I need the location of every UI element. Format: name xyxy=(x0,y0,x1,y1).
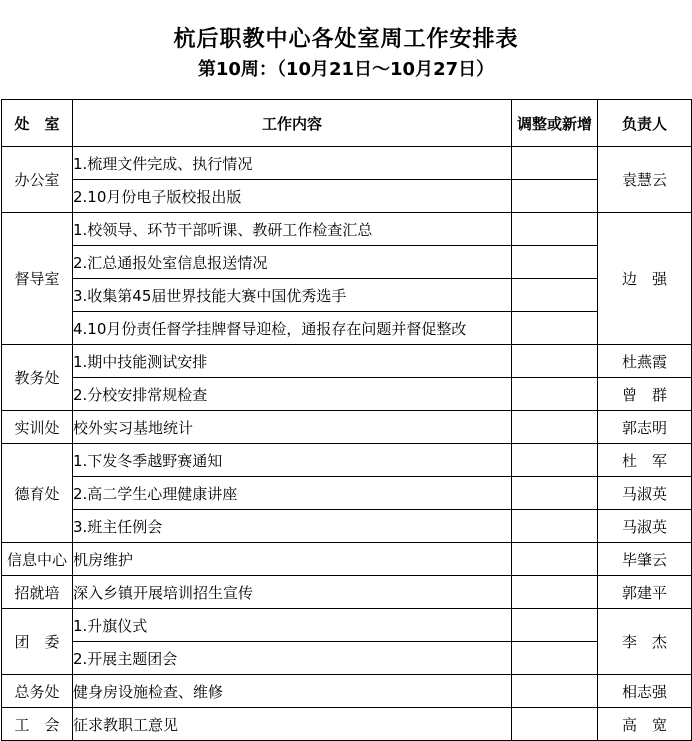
adjust-cell xyxy=(512,543,598,576)
task-cell: 1.升旗仪式 xyxy=(73,609,512,642)
column-header-adjust: 调整或新增 xyxy=(512,100,598,147)
task-cell: 4.10月份责任督学挂牌督导迎检，通报存在问题并督促整改 xyxy=(73,312,512,345)
task-cell: 深入乡镇开展培训招生宣传 xyxy=(73,576,512,609)
owner-cell: 曾 群 xyxy=(598,378,692,411)
table-row xyxy=(2,378,692,411)
task-cell: 校外实习基地统计 xyxy=(73,411,512,444)
adjust-cell xyxy=(512,213,598,246)
task-cell: 2.10月份电子版校报出版 xyxy=(73,180,512,213)
adjust-cell xyxy=(512,411,598,444)
adjust-cell xyxy=(512,708,598,741)
adjust-cell xyxy=(512,444,598,477)
task-cell: 征求教职工意见 xyxy=(73,708,512,741)
adjust-cell xyxy=(512,609,598,642)
table-row xyxy=(2,543,692,576)
table-row xyxy=(2,477,692,510)
owner-cell: 郭志明 xyxy=(598,411,692,444)
column-header-content: 工作内容 xyxy=(73,100,512,147)
adjust-cell xyxy=(512,147,598,180)
table-row xyxy=(2,180,692,213)
owner-cell: 袁慧云 xyxy=(598,147,692,213)
adjust-cell xyxy=(512,279,598,312)
task-cell: 3.收集第45届世界技能大赛中国优秀选手 xyxy=(73,279,512,312)
header-row xyxy=(2,100,692,147)
dept-cell: 督导室 xyxy=(2,213,73,345)
owner-cell: 毕肇云 xyxy=(598,543,692,576)
schedule-table xyxy=(1,99,692,741)
title-area xyxy=(0,0,692,99)
task-cell: 1.梳理文件完成、执行情况 xyxy=(73,147,512,180)
schedule-body xyxy=(2,147,692,741)
table-row xyxy=(2,708,692,741)
table-row xyxy=(2,147,692,180)
dept-cell: 实训处 xyxy=(2,411,73,444)
dept-cell: 信息中心 xyxy=(2,543,73,576)
task-cell: 机房维护 xyxy=(73,543,512,576)
adjust-cell xyxy=(512,345,598,378)
dept-cell: 办公室 xyxy=(2,147,73,213)
owner-cell: 杜 军 xyxy=(598,444,692,477)
dept-cell: 总务处 xyxy=(2,675,73,708)
dept-cell: 教务处 xyxy=(2,345,73,411)
table-row xyxy=(2,246,692,279)
adjust-cell xyxy=(512,312,598,345)
task-cell: 3.班主任例会 xyxy=(73,510,512,543)
adjust-cell xyxy=(512,510,598,543)
adjust-cell xyxy=(512,180,598,213)
task-cell: 2.汇总通报处室信息报送情况 xyxy=(73,246,512,279)
task-cell: 2.高二学生心理健康讲座 xyxy=(73,477,512,510)
table-row xyxy=(2,609,692,642)
adjust-cell xyxy=(512,675,598,708)
task-cell: 2.开展主题团会 xyxy=(73,642,512,675)
owner-cell: 相志强 xyxy=(598,675,692,708)
task-cell: 2.分校安排常规检查 xyxy=(73,378,512,411)
dept-cell: 工 会 xyxy=(2,708,73,741)
adjust-cell xyxy=(512,576,598,609)
table-row xyxy=(2,345,692,378)
owner-cell: 边 强 xyxy=(598,213,692,345)
page-title: 杭后职教中心各处室周工作安排表 xyxy=(173,27,519,52)
adjust-cell xyxy=(512,378,598,411)
table-row xyxy=(2,411,692,444)
task-cell: 1.下发冬季越野赛通知 xyxy=(73,444,512,477)
table-row xyxy=(2,213,692,246)
owner-cell: 杜燕霞 xyxy=(598,345,692,378)
task-cell: 1.期中技能测试安排 xyxy=(73,345,512,378)
table-row xyxy=(2,279,692,312)
owner-cell: 高 宽 xyxy=(598,708,692,741)
dept-cell: 德育处 xyxy=(2,444,73,543)
adjust-cell xyxy=(512,642,598,675)
week-subtitle: 第10周：（10月21日～10月27日） xyxy=(197,59,495,80)
table-row xyxy=(2,444,692,477)
table-row xyxy=(2,675,692,708)
column-header-owner: 负责人 xyxy=(598,100,692,147)
column-header-dept: 处 室 xyxy=(2,100,73,147)
dept-cell: 招就培 xyxy=(2,576,73,609)
task-cell: 1.校领导、环节干部听课、教研工作检查汇总 xyxy=(73,213,512,246)
table-row xyxy=(2,312,692,345)
task-cell: 健身房设施检查、维修 xyxy=(73,675,512,708)
table-row xyxy=(2,642,692,675)
owner-cell: 郭建平 xyxy=(598,576,692,609)
owner-cell: 马淑英 xyxy=(598,510,692,543)
table-row xyxy=(2,576,692,609)
owner-cell: 李 杰 xyxy=(598,609,692,675)
adjust-cell xyxy=(512,246,598,279)
owner-cell: 马淑英 xyxy=(598,477,692,510)
dept-cell: 团 委 xyxy=(2,609,73,675)
table-row xyxy=(2,510,692,543)
adjust-cell xyxy=(512,477,598,510)
